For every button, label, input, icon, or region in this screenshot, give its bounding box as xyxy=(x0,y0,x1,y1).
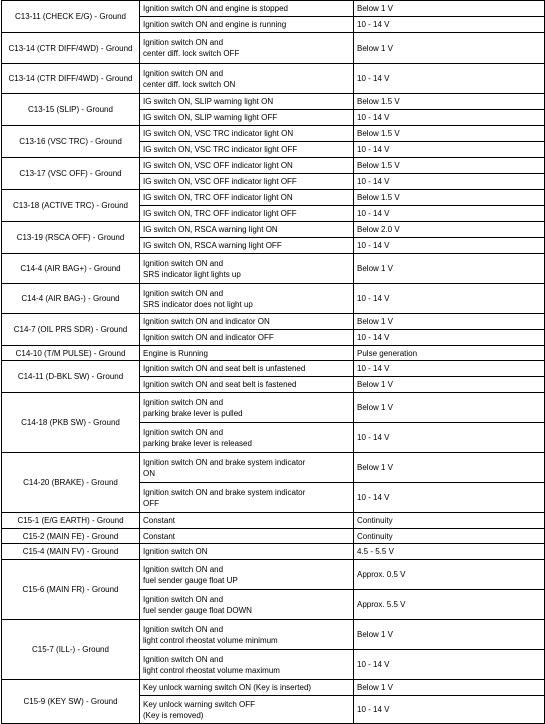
condition-cell: Ignition switch ON and brake system indicator OFF xyxy=(140,483,354,513)
terminal-cell: C13-14 (CTR DIFF/4WD) - Ground xyxy=(2,64,140,94)
condition-cell: IG switch ON, TRC OFF indicator light ON xyxy=(140,190,354,206)
spec-cell: Below 1 V xyxy=(354,377,545,393)
condition-cell: Ignition switch ON and seat belt is fastened xyxy=(140,377,354,393)
terminal-cell: C13-14 (CTR DIFF/4WD) - Ground xyxy=(2,33,140,64)
terminal-cell: C14-11 (D-BKL SW) - Ground xyxy=(2,361,140,393)
condition-cell: Ignition switch ON xyxy=(140,544,354,560)
terminal-cell: C15-4 (MAIN FV) - Ground xyxy=(2,544,140,560)
table-row xyxy=(2,190,545,206)
condition-cell: Ignition switch ON and brake system indicator ON xyxy=(140,453,354,483)
table-row xyxy=(2,346,545,361)
table-row xyxy=(2,254,545,284)
spec-cell: 10 - 14 V xyxy=(354,650,545,680)
condition-cell: IG switch ON, VSC OFF indicator light ON xyxy=(140,158,354,174)
spec-cell: 10 - 14 V xyxy=(354,174,545,190)
terminal-voltage-table xyxy=(1,0,545,724)
condition-cell: IG switch ON, VSC TRC indicator light OFF xyxy=(140,142,354,158)
condition-cell: Ignition switch ON and center diff. lock switch ON xyxy=(140,64,354,94)
terminal-cell: C15-1 (E/G EARTH) - Ground xyxy=(2,513,140,529)
condition-cell: Ignition switch ON and indicator OFF xyxy=(140,330,354,346)
table-row xyxy=(2,544,545,560)
spec-cell: Below 1.5 V xyxy=(354,190,545,206)
condition-cell: Ignition switch ON and SRS indicator light lights up xyxy=(140,254,354,284)
table-row xyxy=(2,222,545,238)
table-row xyxy=(2,284,545,314)
condition-cell: Ignition switch ON and center diff. lock switch OFF xyxy=(140,33,354,64)
condition-cell: Ignition switch ON and light control rheostat volume minimum xyxy=(140,620,354,650)
terminal-cell: C15-6 (MAIN FR) - Ground xyxy=(2,560,140,620)
table-row xyxy=(2,361,545,377)
spec-cell: 10 - 14 V xyxy=(354,423,545,453)
spec-cell: 10 - 14 V xyxy=(354,110,545,126)
condition-cell: Constant xyxy=(140,513,354,529)
spec-cell: Below 1 V xyxy=(354,453,545,483)
spec-cell: Below 1.5 V xyxy=(354,126,545,142)
spec-cell: 10 - 14 V xyxy=(354,64,545,94)
table-row xyxy=(2,453,545,483)
terminal-cell: C14-7 (OIL PRS SDR) - Ground xyxy=(2,314,140,346)
table-row xyxy=(2,64,545,94)
spec-cell: Below 1.5 V xyxy=(354,158,545,174)
spec-cell: Below 1 V xyxy=(354,314,545,330)
spec-cell: Below 1.5 V xyxy=(354,94,545,110)
condition-cell: Key unlock warning switch OFF (Key is removed) xyxy=(140,696,354,724)
condition-cell: Ignition switch ON and engine is stopped xyxy=(140,1,354,17)
spec-cell: Continuity xyxy=(354,513,545,529)
terminal-cell: C14-4 (AIR BAG+) - Ground xyxy=(2,254,140,284)
table-row xyxy=(2,560,545,590)
table-row xyxy=(2,513,545,529)
table-body xyxy=(2,1,545,724)
terminal-cell: C13-15 (SLIP) - Ground xyxy=(2,94,140,126)
condition-cell: Engine is Running xyxy=(140,346,354,361)
condition-cell: IG switch ON, VSC OFF indicator light OFF xyxy=(140,174,354,190)
condition-cell: Ignition switch ON and indicator ON xyxy=(140,314,354,330)
spec-cell: Pulse generation xyxy=(354,346,545,361)
spec-cell: 10 - 14 V xyxy=(354,17,545,33)
terminal-cell: C13-18 (ACTIVE TRC) - Ground xyxy=(2,190,140,222)
condition-cell: Key unlock warning switch ON (Key is inserted) xyxy=(140,680,354,696)
table-row xyxy=(2,126,545,142)
spec-cell: 10 - 14 V xyxy=(354,142,545,158)
condition-cell: IG switch ON, TRC OFF indicator light OFF xyxy=(140,206,354,222)
spec-cell: Approx. 0.5 V xyxy=(354,560,545,590)
spec-cell: Below 2.0 V xyxy=(354,222,545,238)
terminal-cell: C15-7 (ILL-) - Ground xyxy=(2,620,140,680)
spec-cell: 10 - 14 V xyxy=(354,284,545,314)
terminal-cell: C13-17 (VSC OFF) - Ground xyxy=(2,158,140,190)
table-row xyxy=(2,529,545,544)
spec-cell: Below 1 V xyxy=(354,680,545,696)
condition-cell: IG switch ON, RSCA warning light ON xyxy=(140,222,354,238)
condition-cell: Ignition switch ON and parking brake lever is pulled xyxy=(140,393,354,423)
spec-cell: Below 1 V xyxy=(354,254,545,284)
condition-cell: Ignition switch ON and parking brake lever is released xyxy=(140,423,354,453)
condition-cell: IG switch ON, SLIP warning light OFF xyxy=(140,110,354,126)
terminal-cell: C14-4 (AIR BAG-) - Ground xyxy=(2,284,140,314)
table-row xyxy=(2,94,545,110)
terminal-cell: C13-11 (CHECK E/G) - Ground xyxy=(2,1,140,33)
spec-cell: Below 1 V xyxy=(354,393,545,423)
condition-cell: IG switch ON, SLIP warning light ON xyxy=(140,94,354,110)
condition-cell: Constant xyxy=(140,529,354,544)
terminal-cell: C15-9 (KEY SW) - Ground xyxy=(2,680,140,724)
spec-cell: Below 1 V xyxy=(354,33,545,64)
condition-cell: Ignition switch ON and fuel sender gauge float DOWN xyxy=(140,590,354,620)
terminal-cell: C14-10 (T/M PULSE) - Ground xyxy=(2,346,140,361)
table-row xyxy=(2,393,545,423)
condition-cell: Ignition switch ON and seat belt is unfastened xyxy=(140,361,354,377)
spec-cell: 10 - 14 V xyxy=(354,238,545,254)
spec-cell: Below 1 V xyxy=(354,620,545,650)
table-row xyxy=(2,314,545,330)
spec-cell: 4.5 - 5.5 V xyxy=(354,544,545,560)
condition-cell: Ignition switch ON and fuel sender gauge float UP xyxy=(140,560,354,590)
spec-cell: 10 - 14 V xyxy=(354,483,545,513)
terminal-cell: C14-20 (BRAKE) - Ground xyxy=(2,453,140,513)
table-row xyxy=(2,1,545,17)
condition-cell: IG switch ON, VSC TRC indicator light ON xyxy=(140,126,354,142)
terminal-cell: C15-2 (MAIN FE) - Ground xyxy=(2,529,140,544)
spec-cell: Below 1 V xyxy=(354,1,545,17)
spec-cell: 10 - 14 V xyxy=(354,361,545,377)
terminal-cell: C13-19 (RSCA OFF) - Ground xyxy=(2,222,140,254)
terminal-cell: C14-18 (PKB SW) - Ground xyxy=(2,393,140,453)
spec-cell: 10 - 14 V xyxy=(354,696,545,724)
condition-cell: IG switch ON, RSCA warning light OFF xyxy=(140,238,354,254)
table-row xyxy=(2,158,545,174)
terminal-cell: C13-16 (VSC TRC) - Ground xyxy=(2,126,140,158)
spec-cell: Approx. 5.5 V xyxy=(354,590,545,620)
condition-cell: Ignition switch ON and engine is running xyxy=(140,17,354,33)
condition-cell: Ignition switch ON and light control rheostat volume maximum xyxy=(140,650,354,680)
condition-cell: Ignition switch ON and SRS indicator does not light up xyxy=(140,284,354,314)
spec-cell: Continuity xyxy=(354,529,545,544)
spec-cell: 10 - 14 V xyxy=(354,206,545,222)
table-row xyxy=(2,680,545,696)
table-row xyxy=(2,33,545,64)
table-row xyxy=(2,620,545,650)
spec-cell: 10 - 14 V xyxy=(354,330,545,346)
